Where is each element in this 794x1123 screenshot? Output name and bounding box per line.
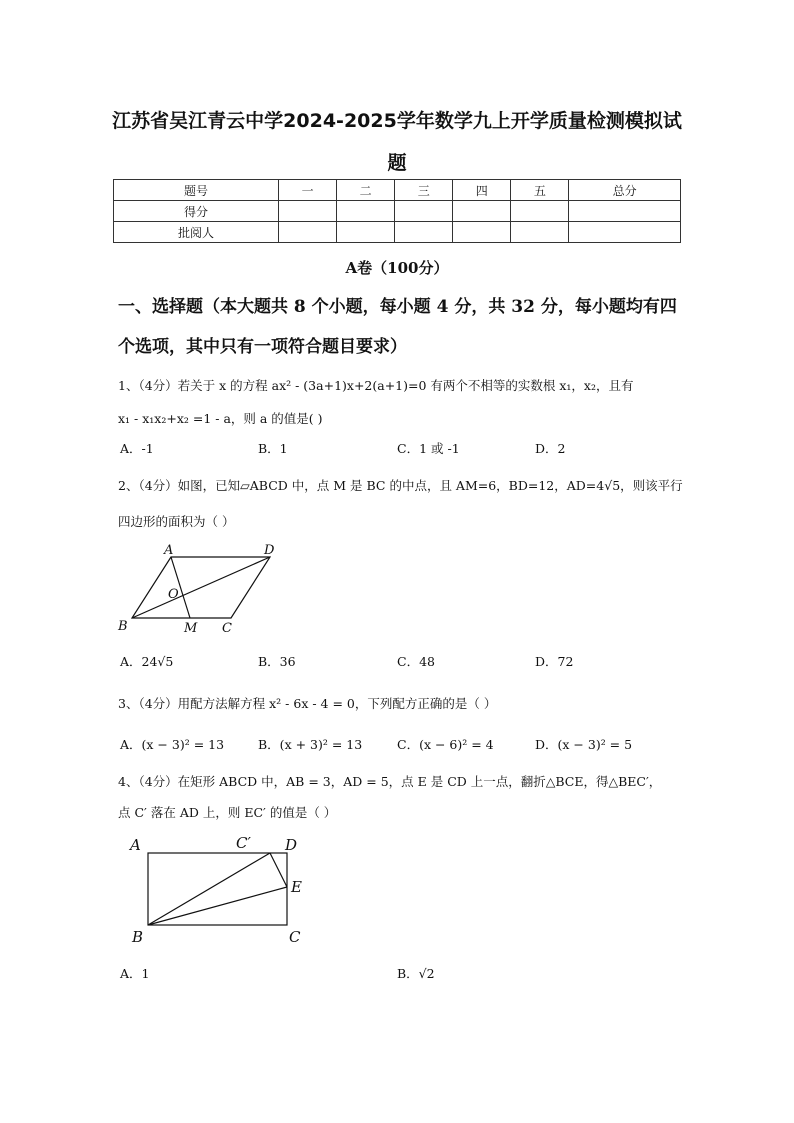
- label-b: B: [118, 619, 128, 634]
- segment-be: [148, 887, 287, 925]
- score-header-cell: 一: [279, 180, 337, 201]
- score-cell[interactable]: [569, 222, 681, 243]
- doc-title-line2: 题: [387, 152, 407, 174]
- label-c: C: [289, 928, 301, 946]
- q3-stem: 3、（4分）用配方法解方程 x² - 6x - 4 = 0，下列配方正确的是（ ）: [118, 696, 497, 711]
- label-b: B: [132, 928, 144, 946]
- score-cell[interactable]: [337, 201, 395, 222]
- score-header-row: [114, 180, 681, 201]
- q1-stem: 1、（4分）若关于 x 的方程 ax² - (3a+1)x+2(a+1)=0 有两个不相等的实数根 x₁，x₂，且有: [118, 378, 634, 393]
- label-a: A: [164, 543, 174, 558]
- q4-option-b[interactable]: B．√2: [397, 966, 435, 981]
- score-header-cell: 题号: [114, 180, 279, 201]
- parallelogram-figure: [110, 538, 310, 638]
- label-m: M: [184, 621, 198, 636]
- score-cell[interactable]: [453, 201, 511, 222]
- q3-option-b[interactable]: B．(x + 3)² = 13: [258, 737, 363, 752]
- segment-bc-prime: [148, 853, 270, 925]
- label-d: D: [285, 836, 298, 854]
- doc-title-line1: 江苏省吴江青云中学2024-2025学年数学九上开学质量检测模拟试: [112, 110, 682, 132]
- q1-option-d[interactable]: D．2: [535, 441, 566, 456]
- q2-stem-cont: 四边形的面积为（ ）: [118, 514, 235, 529]
- score-cell[interactable]: [511, 201, 569, 222]
- q2-option-b[interactable]: B．36: [258, 654, 296, 669]
- score-cell[interactable]: [453, 222, 511, 243]
- rectangle-abcd: [148, 853, 287, 925]
- q2-option-d[interactable]: D．72: [535, 654, 574, 669]
- score-row-label: 得分: [114, 201, 279, 222]
- q3-option-d[interactable]: D．(x − 3)² = 5: [535, 737, 633, 752]
- label-d: D: [264, 543, 275, 558]
- diagonal-bd: [132, 557, 270, 618]
- score-header-cell: 总分: [569, 180, 681, 201]
- reviewer-row: [114, 222, 681, 243]
- score-cell[interactable]: [395, 222, 453, 243]
- q2-option-c[interactable]: C．48: [397, 654, 435, 669]
- score-row: [114, 201, 681, 222]
- q4-stem: 4、（4分）在矩形 ABCD 中，AB = 3，AD = 5，点 E 是 CD 上一点，翻折△BCE，得△BEC′，: [118, 774, 662, 789]
- q4-stem-cont: 点 C′ 落在 AD 上，则 EC′ 的值是（ ）: [118, 805, 337, 820]
- q4-option-a[interactable]: A．1: [120, 966, 150, 981]
- score-cell[interactable]: [279, 201, 337, 222]
- score-table: [113, 179, 681, 243]
- score-cell[interactable]: [279, 222, 337, 243]
- score-header-cell: 三: [395, 180, 453, 201]
- rectangle-figure: [120, 830, 320, 950]
- score-header-cell: 五: [511, 180, 569, 201]
- score-cell[interactable]: [511, 222, 569, 243]
- q1-option-b[interactable]: B．1: [258, 441, 288, 456]
- segment-c-prime-e: [270, 853, 287, 887]
- q1-option-a[interactable]: A．-1: [120, 441, 154, 456]
- volume-heading: A卷（100分）: [345, 259, 449, 277]
- score-cell[interactable]: [395, 201, 453, 222]
- q3-option-a[interactable]: A．(x − 3)² = 13: [120, 737, 225, 752]
- q1-stem-cont: x₁ - x₁x₂+x₂ =1 - a，则 a 的值是( ): [118, 411, 323, 426]
- reviewer-row-label: 批阅人: [114, 222, 279, 243]
- q2-option-a[interactable]: A．24√5: [120, 654, 174, 669]
- q1-option-c[interactable]: C．1 或 -1: [397, 441, 460, 456]
- score-header-cell: 四: [453, 180, 511, 201]
- score-header-cell: 二: [337, 180, 395, 201]
- score-cell[interactable]: [337, 222, 395, 243]
- label-a: A: [130, 836, 141, 854]
- label-c-prime: C′: [236, 834, 251, 852]
- label-e: E: [291, 878, 302, 896]
- section-heading: 一、选择题（本大题共 8 个小题，每小题 4 分，共 32 分，每小题均有四个选项，其中只有一项符合题目要求）: [118, 297, 677, 357]
- label-o: O: [168, 587, 179, 602]
- q2-stem: 2、（4分）如图，已知▱ABCD 中，点 M 是 BC 的中点，且 AM=6，BD=12，AD=4√5，则该平行: [118, 478, 683, 493]
- score-cell[interactable]: [569, 201, 681, 222]
- label-c: C: [222, 621, 232, 636]
- q3-option-c[interactable]: C．(x − 6)² = 4: [397, 737, 494, 752]
